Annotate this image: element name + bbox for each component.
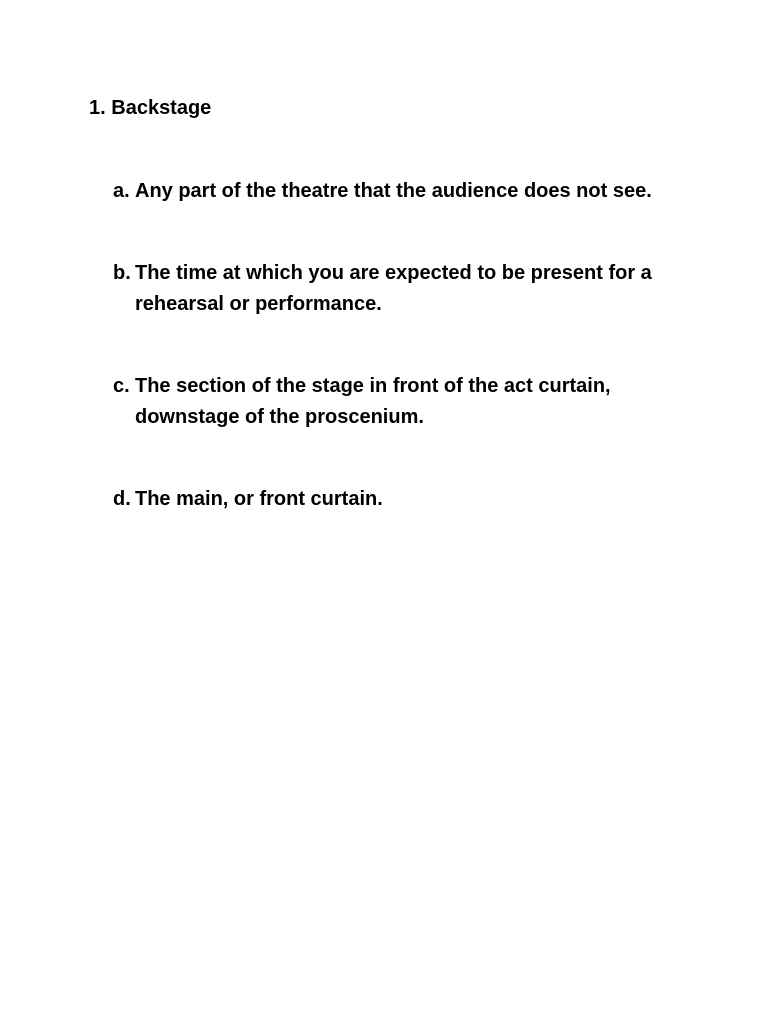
question-term: Backstage bbox=[111, 97, 212, 119]
option-letter: b. bbox=[113, 262, 131, 284]
option-letter: c. bbox=[113, 375, 130, 397]
answer-options-list bbox=[113, 176, 673, 515]
question-heading bbox=[89, 94, 211, 122]
option-text: The time at which you are expected to be present for a rehearsal or performance. bbox=[135, 262, 652, 315]
question-number: 1. bbox=[89, 97, 106, 119]
option-text: Any part of the theatre that the audience does not see. bbox=[135, 180, 652, 202]
answer-option-b bbox=[113, 258, 673, 320]
answer-option-c bbox=[113, 371, 673, 433]
option-text: The section of the stage in front of the act curtain, downstage of the proscenium. bbox=[135, 375, 611, 428]
option-text: The main, or front curtain. bbox=[135, 488, 383, 510]
option-letter: a. bbox=[113, 180, 130, 202]
answer-option-a bbox=[113, 176, 673, 207]
answer-option-d bbox=[113, 484, 673, 515]
option-letter: d. bbox=[113, 488, 131, 510]
